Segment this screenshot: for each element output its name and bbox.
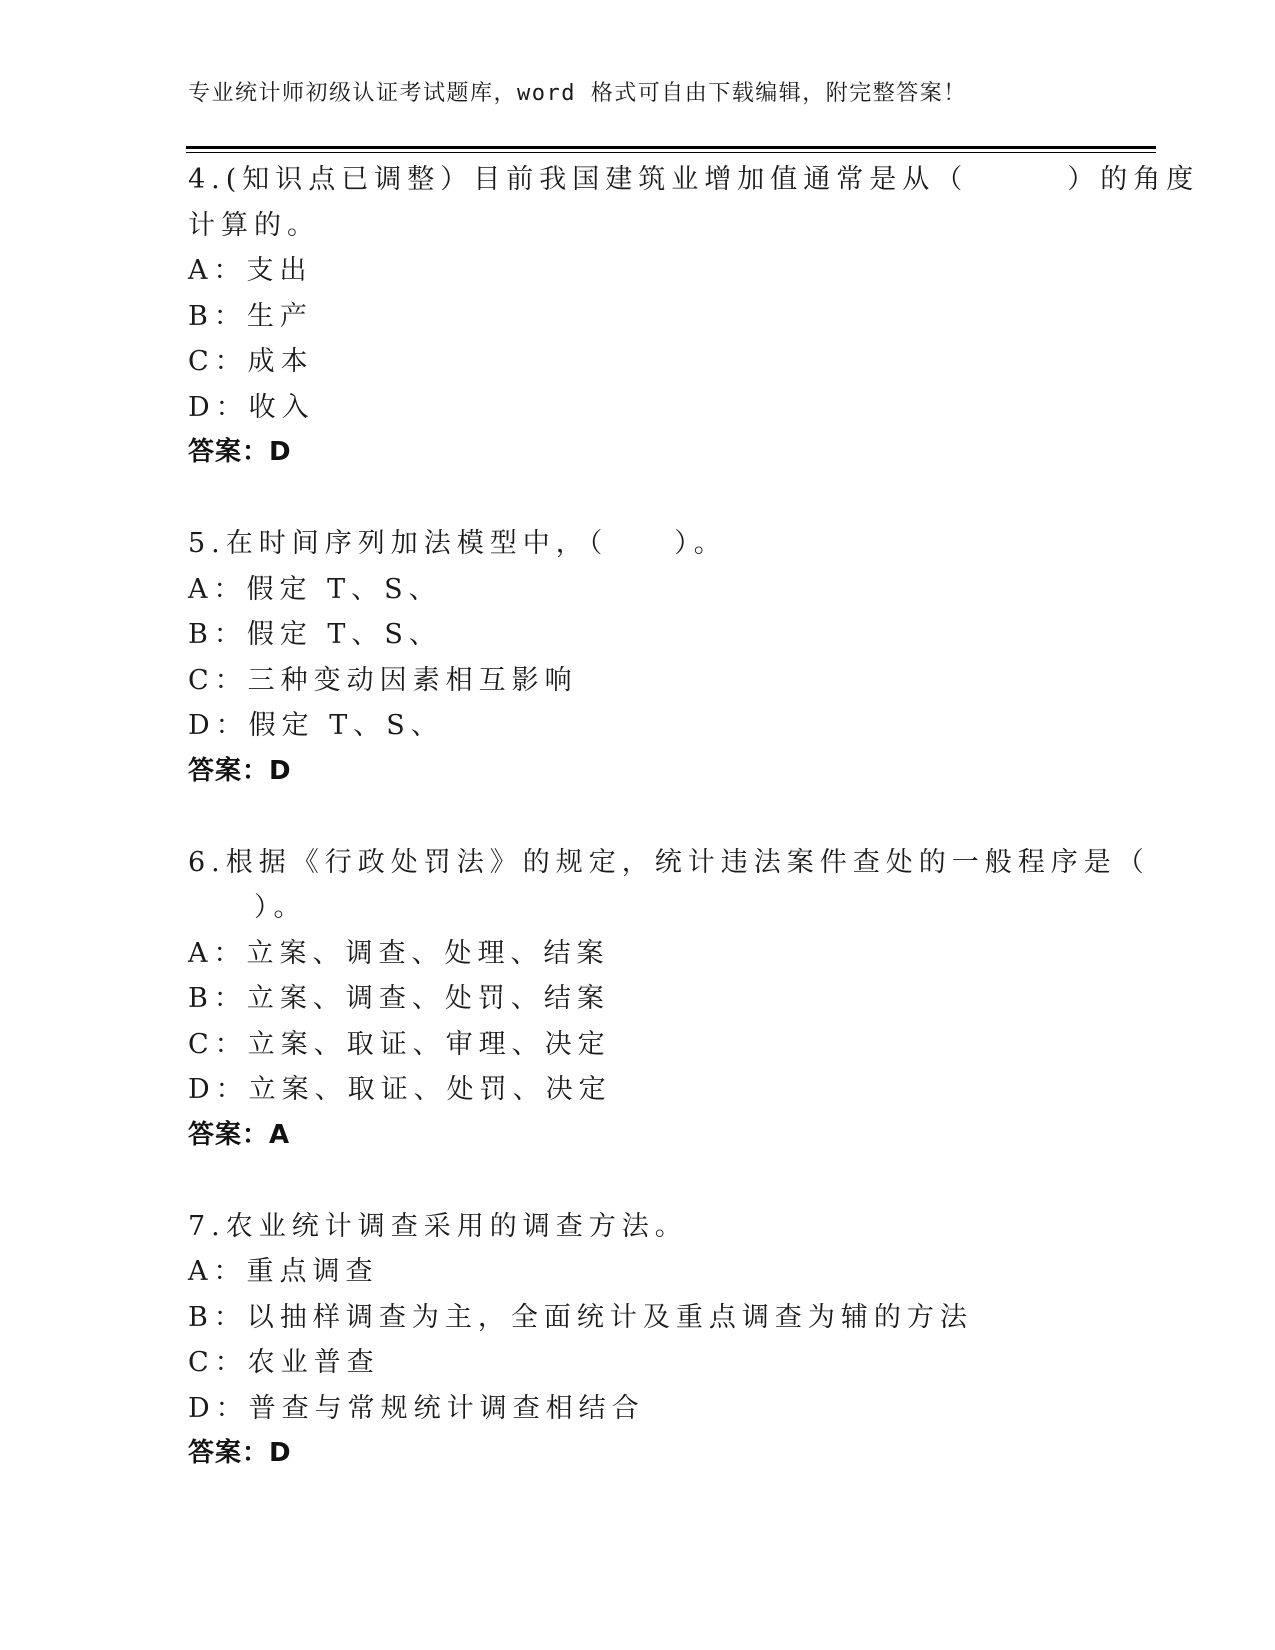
question-stem: 5.在时间序列加法模型中，（ ）。: [188, 528, 727, 559]
answer: 答案：A: [188, 1119, 291, 1150]
question-stem: 4.(知识点已调整）目前我国建筑业增加值通常是从（ ）的角度: [188, 164, 1200, 195]
option-d: D：收入: [188, 391, 315, 423]
question-5: [188, 521, 1088, 794]
option-d: D：假定 T、S、: [188, 710, 444, 741]
question-4: [188, 157, 1200, 476]
spacer: [188, 1158, 1088, 1204]
question-stem-continued: 计算的。: [188, 209, 320, 241]
question-stem: 6.根据《行政处罚法》的规定，统计违法案件查处的一般程序是（: [188, 846, 1150, 878]
option-a: A：支出: [188, 255, 313, 286]
option-c: C：立案、取证、审理、决定: [188, 1028, 611, 1060]
question-6: [188, 840, 1150, 1159]
answer: 答案：D: [188, 1438, 292, 1468]
question-stem-continued: ）。: [188, 892, 307, 923]
option-d: D：立案、取证、处罚、决定: [188, 1074, 612, 1105]
question-stem: 7.农业统计调查采用的调查方法。: [188, 1210, 688, 1242]
option-b: B：假定 T、S、: [188, 619, 442, 650]
question-7: [188, 1204, 1088, 1477]
header-rule-thick: [186, 146, 1156, 149]
question-list: [188, 157, 1200, 1477]
option-d: D：普查与常规统计调查相结合: [188, 1392, 645, 1424]
option-c: C：成本: [188, 346, 314, 377]
document-header: 专业统计师初级认证考试题库，word 格式可自由下载编辑，附完整答案！: [188, 81, 967, 106]
answer: 答案：D: [188, 755, 292, 786]
option-c: C：农业普查: [188, 1347, 380, 1378]
option-c: C：三种变动因素相互影响: [188, 664, 578, 696]
option-b: B：生产: [188, 300, 313, 332]
option-a: A：重点调查: [188, 1256, 379, 1287]
answer: 答案：D: [188, 437, 292, 467]
spacer: [188, 476, 1088, 522]
option-b: B：以抽样调查为主，全面统计及重点调查为辅的方法: [188, 1301, 973, 1333]
option-a: A：假定 T、S、: [188, 573, 442, 605]
header-rule-thin: [186, 152, 1156, 153]
option-b: B：立案、调查、处罚、结案: [188, 983, 610, 1014]
option-a: A：立案、调查、处理、结案: [188, 937, 610, 969]
spacer: [188, 794, 1088, 840]
